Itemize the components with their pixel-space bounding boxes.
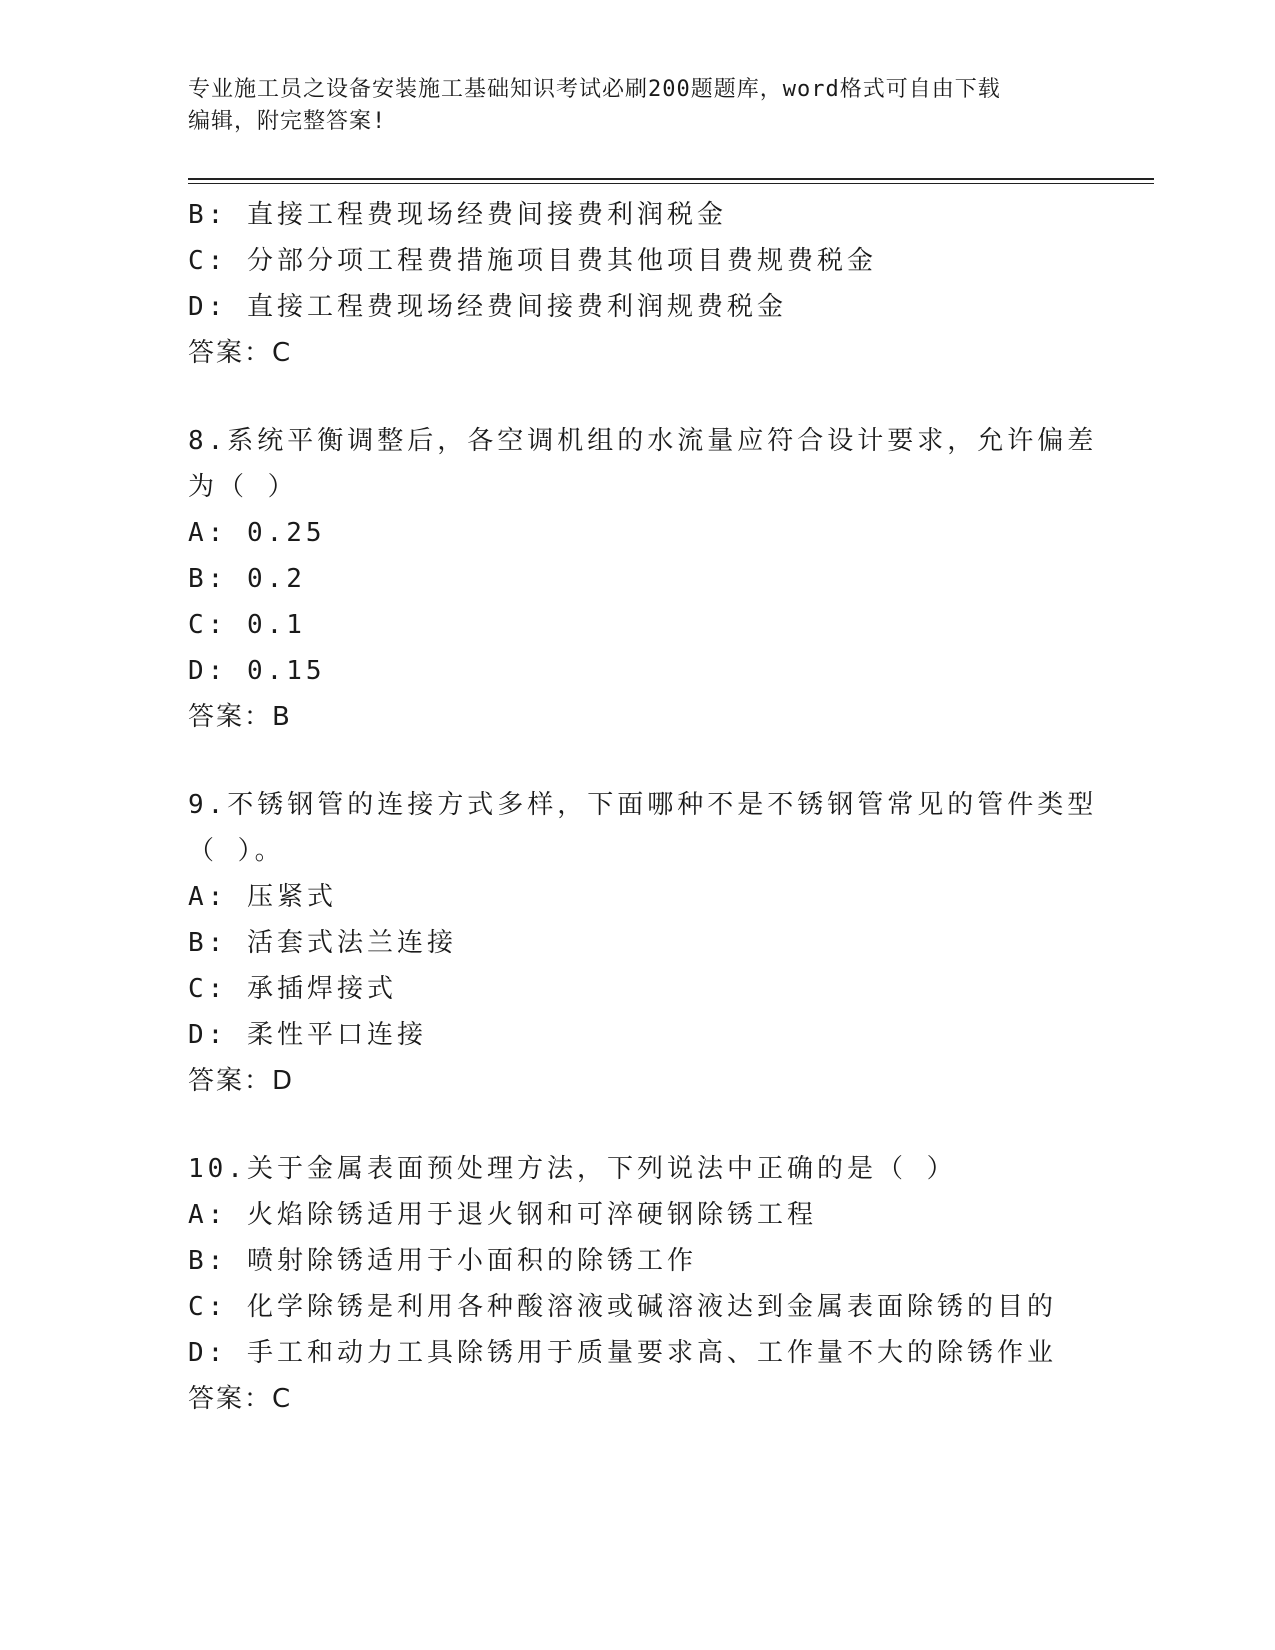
answer-line: 答案：C — [188, 1384, 293, 1414]
answer-line: 答案：D — [188, 1066, 295, 1096]
question-stem: 8.系统平衡调整后，各空调机组的水流量应符合设计要求，允许偏差 — [188, 426, 1098, 456]
option-b: B: 0.2 — [188, 564, 306, 594]
option-b: B: 活套式法兰连接 — [188, 928, 457, 958]
document-header — [188, 74, 1088, 138]
question-stem: 9.不锈钢管的连接方式多样，下面哪种不是不锈钢管常见的管件类型 — [188, 790, 1098, 820]
option-b: B: 喷射除锈适用于小面积的除锈工作 — [188, 1246, 697, 1276]
question-spacer — [188, 740, 1088, 782]
header-title-line-2: 编辑，附完整答案! — [188, 109, 387, 134]
option-a: A: 火焰除锈适用于退火钢和可淬硬钢除锈工程 — [188, 1200, 817, 1230]
question-stem: 10.关于金属表面预处理方法，下列说法中正确的是（ ） — [188, 1154, 957, 1184]
option-d: D: 0.15 — [188, 656, 326, 686]
question-spacer — [188, 376, 1088, 418]
question-stem-continued: 为（ ） — [188, 472, 298, 502]
question-block-9 — [188, 782, 1098, 1104]
option-d: D: 柔性平口连接 — [188, 1020, 427, 1050]
option-a: A: 0.25 — [188, 518, 326, 548]
option-b: B: 直接工程费现场经费间接费利润税金 — [188, 200, 727, 230]
header-divider-thin — [188, 183, 1154, 184]
question-block-previous — [188, 192, 1088, 376]
option-d: D: 手工和动力工具除锈用于质量要求高、工作量不大的除锈作业 — [188, 1338, 1057, 1368]
question-block-8 — [188, 418, 1098, 740]
option-c: C: 承插焊接式 — [188, 974, 397, 1004]
header-title-line-1: 专业施工员之设备安装施工基础知识考试必刷200题题库，word格式可自由下载 — [188, 77, 1001, 102]
question-list — [188, 192, 1098, 1422]
option-a: A: 压紧式 — [188, 882, 337, 912]
option-c: C: 化学除锈是利用各种酸溶液或碱溶液达到金属表面除锈的目的 — [188, 1292, 1057, 1322]
question-block-10 — [188, 1146, 1088, 1422]
option-c: C: 0.1 — [188, 610, 306, 640]
answer-line: 答案：C — [188, 338, 293, 368]
answer-line: 答案：B — [188, 702, 292, 732]
header-divider-thick — [188, 178, 1154, 180]
question-spacer — [188, 1104, 1088, 1146]
option-c: C: 分部分项工程费措施项目费其他项目费规费税金 — [188, 246, 877, 276]
question-stem-continued: （ ）。 — [188, 836, 285, 866]
option-d: D: 直接工程费现场经费间接费利润规费税金 — [188, 292, 787, 322]
